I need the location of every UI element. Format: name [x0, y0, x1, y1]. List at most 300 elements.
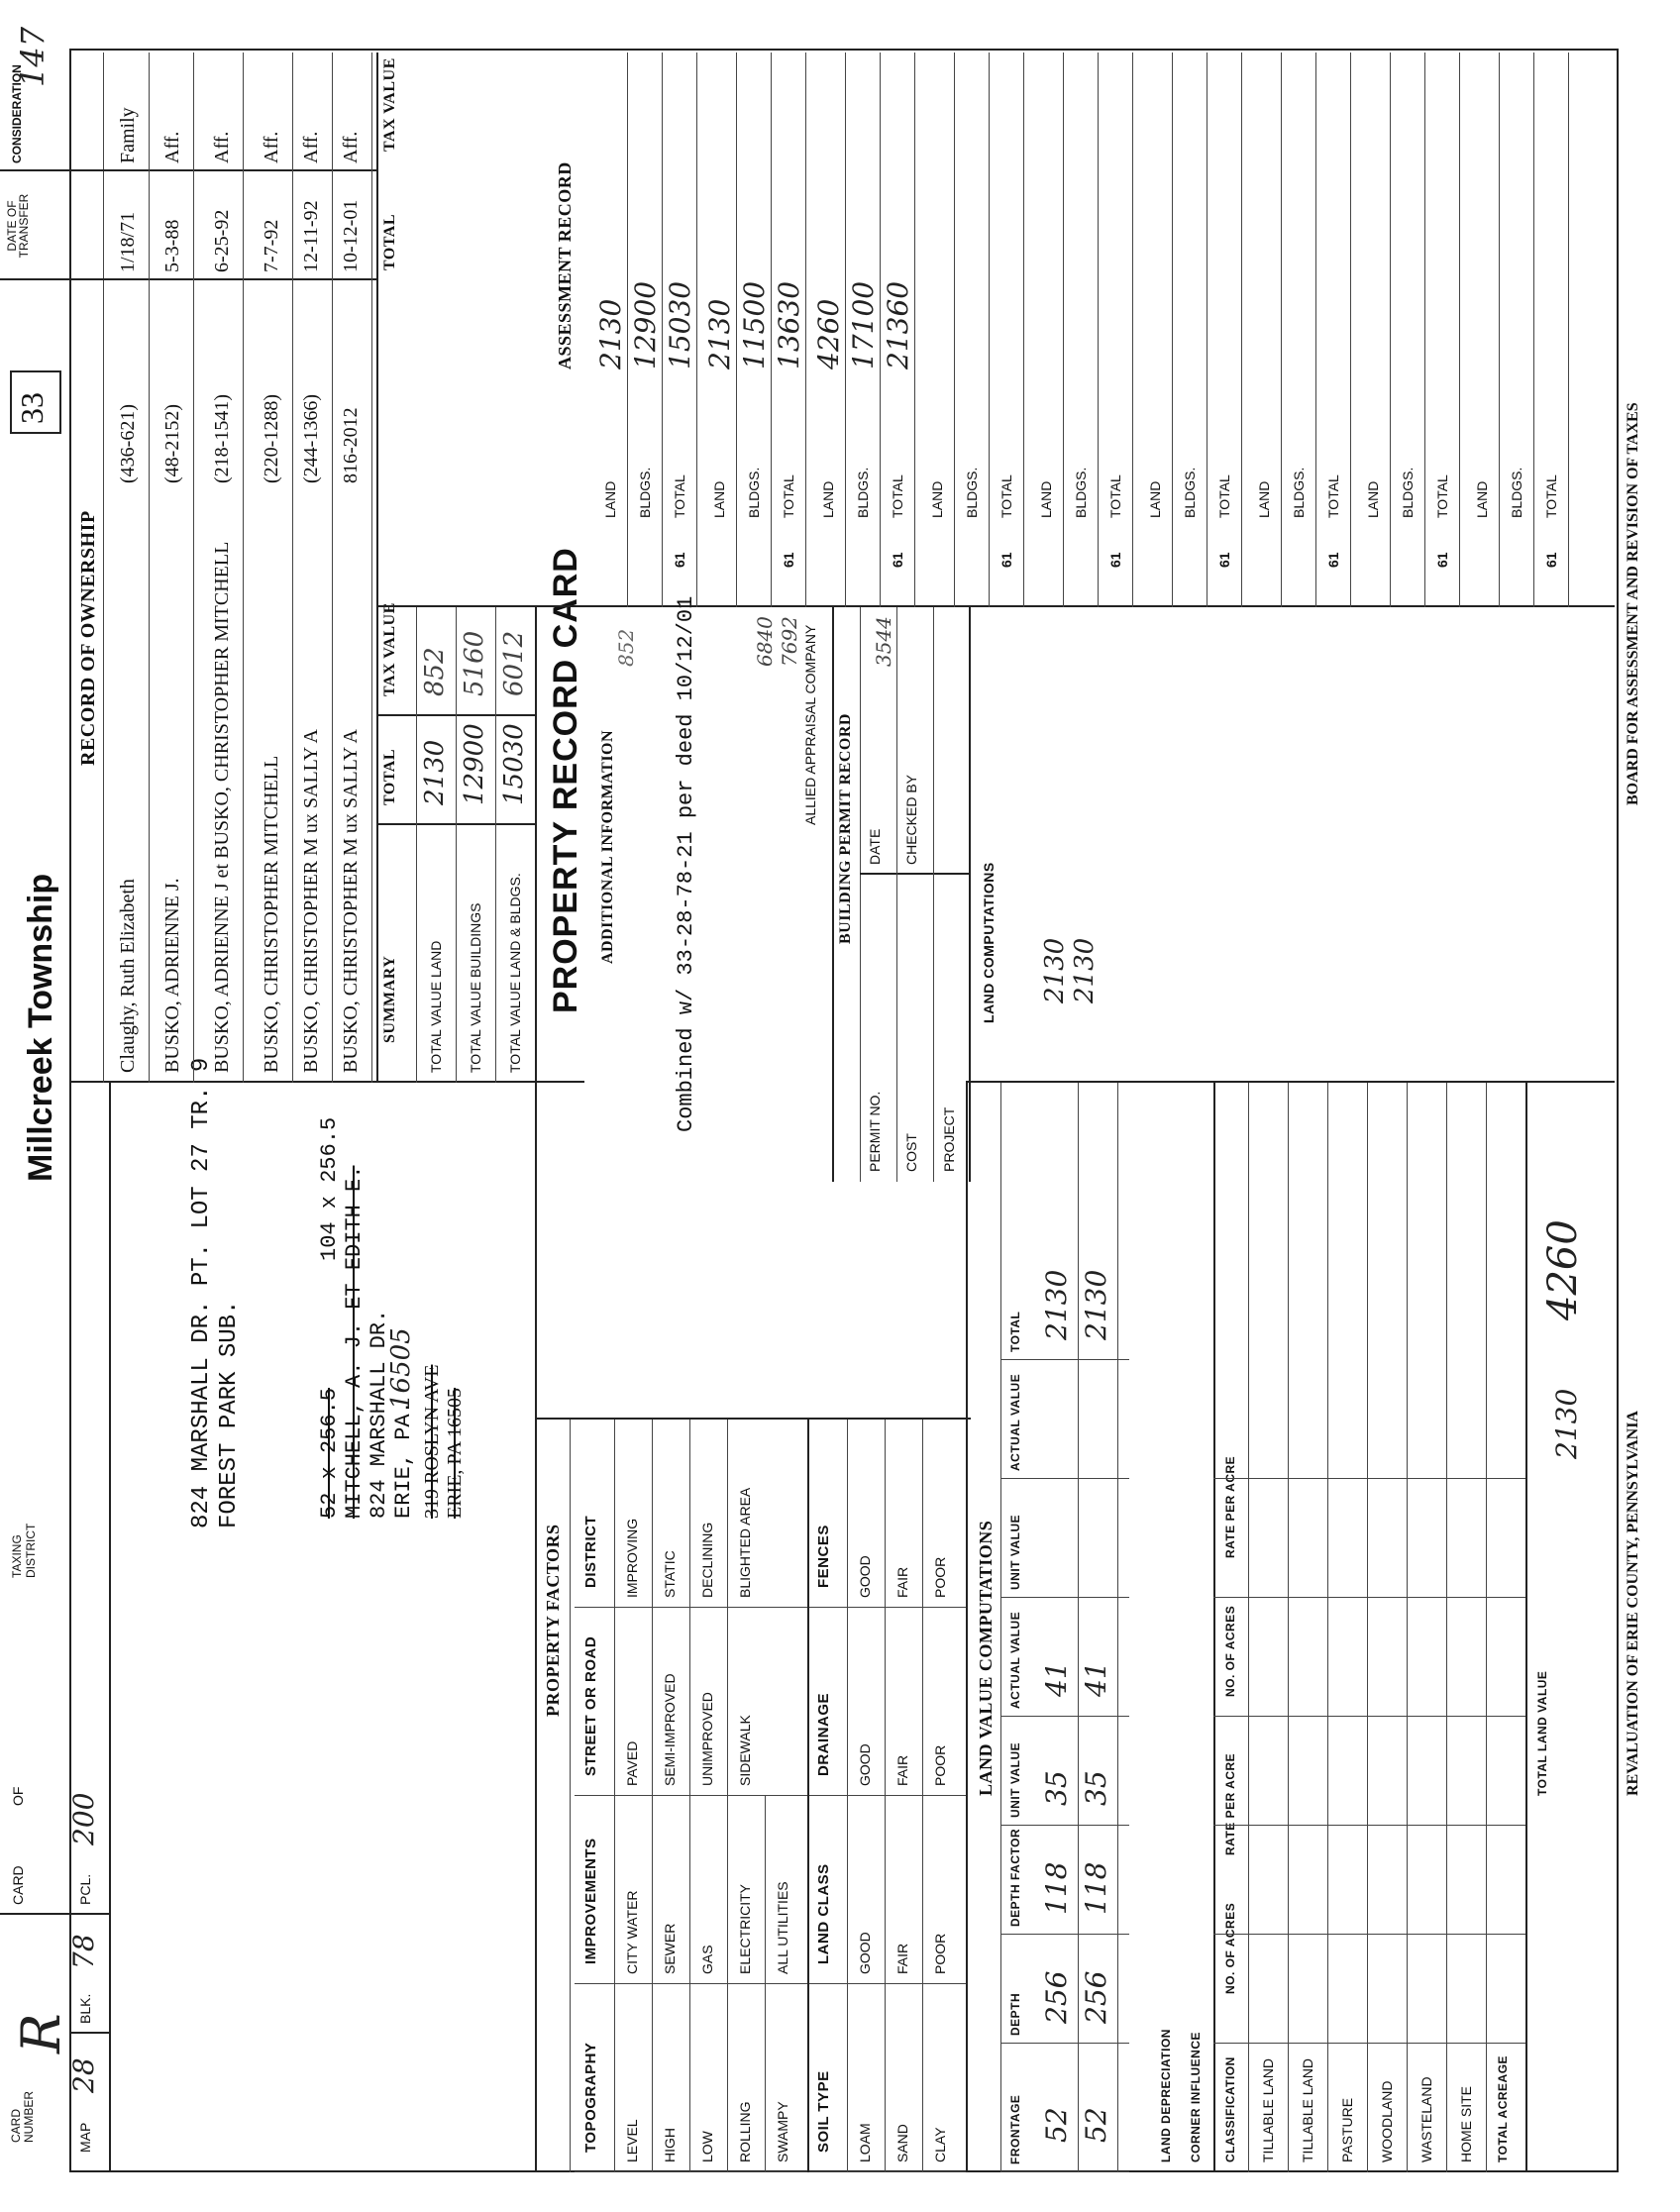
- divider: [1213, 1083, 1215, 2172]
- factor-item: BLIGHTED AREA: [737, 1487, 753, 1598]
- legal-description-line1: 824 MARSHALL DR. PT. LOT 27 TR. 9: [188, 1057, 215, 1528]
- grand-total: 4260: [1540, 1219, 1586, 1320]
- assessment-line: [880, 53, 881, 607]
- owner-name: Claughy, Ruth Elizabeth: [117, 879, 139, 1073]
- divider: [1000, 1478, 1129, 1479]
- combined-note: Combined w/ 33-28-78-21 per deed 10/12/01: [674, 595, 698, 1132]
- divider: [1288, 1083, 1289, 2172]
- divider: [807, 1420, 809, 2172]
- assessment-line: [1424, 53, 1425, 607]
- divider: [1327, 1083, 1328, 2172]
- ownership-row-line: [193, 53, 194, 1083]
- divider: [1213, 1478, 1525, 1479]
- factor-item: SEWER: [662, 1923, 678, 1974]
- factor-item: UNIMPROVED: [699, 1692, 715, 1786]
- class-item: WASTELAND: [1418, 2076, 1434, 2162]
- depth: 256: [1080, 1970, 1112, 2024]
- summary-label: TOTAL VALUE BUILDINGS: [468, 902, 483, 1073]
- consideration: Aff.: [211, 131, 233, 163]
- divider: [885, 1420, 886, 1608]
- owner-name: BUSKO, ADRIENNE J.: [161, 878, 183, 1073]
- allied-appraisal: ALLIED APPRAISAL COMPANY: [802, 624, 818, 825]
- divider: [1078, 1083, 1079, 2172]
- owner-book: (218-1541): [211, 394, 233, 483]
- actual-value: 41: [1040, 1661, 1073, 1697]
- handnote-3: 7692: [778, 616, 801, 667]
- divider: [969, 607, 971, 1182]
- old-address-line1: 319 ROSLYN AVE: [421, 1364, 443, 1519]
- assessment-bldgs-label: BLDGS.: [1073, 467, 1089, 518]
- divider: [575, 1983, 807, 1984]
- divider: [922, 1984, 923, 2172]
- summary-label: TOTAL VALUE LAND & BLDGS.: [507, 873, 523, 1073]
- factor-item: FAIR: [894, 1754, 910, 1786]
- assessment-value: 11500: [738, 280, 771, 369]
- assessment-value: 15030: [664, 280, 696, 369]
- factor-item: POOR: [932, 1933, 948, 1974]
- factor-heading: TOPOGRAPHY: [582, 2042, 599, 2153]
- assessment-line: [1207, 53, 1208, 607]
- assessment-land-label: LAND: [602, 480, 618, 518]
- divider: [652, 1796, 653, 1984]
- land-depreciation-label: LAND DEPRECIATION: [1159, 2029, 1173, 2162]
- assessment-year: 61: [672, 552, 687, 568]
- assessment-value: 12900: [629, 280, 662, 369]
- land-col-header: DEPTH FACTOR: [1008, 1828, 1022, 1927]
- consideration: Aff.: [161, 131, 183, 163]
- factor-item: SIDEWALK: [737, 1715, 753, 1786]
- assessment-total-label: TOTAL: [1543, 474, 1559, 518]
- factor-item: ALL UTILITIES: [775, 1881, 790, 1974]
- assessment-line: [1063, 53, 1064, 607]
- factor-item: POOR: [932, 1556, 948, 1598]
- assessment-year: 61: [1216, 552, 1232, 568]
- divider: [885, 1608, 886, 1796]
- assessment-line: [627, 53, 628, 607]
- assessment-total-label: TOTAL: [1325, 474, 1341, 518]
- divider: [69, 1081, 584, 1083]
- divider: [689, 1984, 690, 2172]
- factor-item: PAVED: [624, 1740, 640, 1786]
- assessment-year: 61: [1107, 552, 1123, 568]
- row-total: 2130: [1080, 1269, 1112, 1340]
- old-dimensions: 52 x 256.5: [317, 1387, 342, 1519]
- ownership-row-line: [332, 53, 333, 1083]
- factor-item: HIGH: [662, 2128, 678, 2162]
- assessment-line: [696, 53, 697, 607]
- total-land-value-label: TOTAL LAND VALUE: [1535, 1670, 1549, 1796]
- divider: [652, 1420, 653, 1608]
- divider: [847, 1984, 848, 2172]
- divider: [69, 2032, 109, 2034]
- assessment-year: 61: [890, 552, 905, 568]
- page-number: 147: [14, 26, 52, 87]
- no-acres-label: NO. OF ACRES: [1223, 1902, 1237, 1994]
- transfer-date: 10-12-01: [340, 199, 362, 272]
- assessment-land-label: LAND: [1474, 480, 1490, 518]
- summary-title: SUMMARY: [381, 955, 398, 1043]
- assessment-bldgs-label: BLDGS.: [1400, 467, 1416, 518]
- assessment-line: [805, 53, 806, 607]
- factor-item: LOW: [699, 2131, 715, 2162]
- footer-right: BOARD FOR ASSESSMENT AND REVISION OF TAXES: [1625, 402, 1641, 805]
- divider: [847, 1608, 848, 1796]
- assessment-line: [1023, 53, 1024, 607]
- divider: [1000, 2171, 1129, 2172]
- summary-tax: 6012: [499, 630, 529, 696]
- factor-heading: DISTRICT: [582, 1515, 599, 1588]
- assessment-total-label: TOTAL: [998, 474, 1014, 518]
- divider: [1000, 1934, 1129, 1935]
- divider: [1486, 1083, 1487, 2172]
- divider: [765, 1796, 766, 1984]
- pcl-value: 200: [67, 1792, 100, 1845]
- summary-total2-label: TOTAL: [381, 213, 398, 270]
- divider: [860, 607, 861, 1182]
- rate-acre-label: RATE PER ACRE: [1223, 1752, 1237, 1855]
- factor-heading: DRAINAGE: [815, 1692, 832, 1776]
- assessment-value: 21360: [882, 280, 914, 369]
- factor-item: ELECTRICITY: [737, 1883, 753, 1974]
- assessment-line: [1172, 53, 1173, 607]
- right-total-2: 2130: [1070, 937, 1100, 1003]
- divider: [1213, 1716, 1525, 1717]
- divider: [575, 1607, 807, 1608]
- land-col-header: ACTUAL VALUE: [1008, 1373, 1022, 1471]
- summary-tax2-label: TAX VALUE: [381, 57, 398, 152]
- divider: [922, 1796, 923, 1984]
- divider: [103, 53, 104, 1083]
- factor-item: STATIC: [662, 1550, 678, 1598]
- factor-item: GOOD: [857, 1932, 873, 1974]
- map-label: MAP: [77, 2122, 93, 2153]
- consideration: Aff.: [261, 131, 282, 163]
- divider: [614, 1984, 615, 2172]
- consideration: Family: [117, 107, 139, 163]
- permit-date-label: DATE: [867, 828, 883, 865]
- card-number-value: R: [10, 2013, 72, 2054]
- ownership-row-line: [371, 53, 372, 1083]
- divider: [109, 1083, 111, 2172]
- summary-tax-label: TAX VALUE: [381, 602, 398, 696]
- handnote-4: 3544: [872, 616, 895, 667]
- assessment-line: [1350, 53, 1351, 607]
- land-computations-label: LAND COMPUTATIONS: [981, 862, 997, 1023]
- factor-item: GAS: [699, 1945, 715, 1974]
- divider: [847, 1796, 848, 1984]
- divider: [1213, 1825, 1525, 1826]
- factor-heading: FENCES: [815, 1525, 832, 1588]
- divider: [1000, 1597, 1129, 1598]
- owner-name: BUSKO, CHRISTOPHER M ux SALLY A: [300, 729, 322, 1073]
- assessment-bldgs-label: BLDGS.: [1182, 467, 1198, 518]
- transfer-date: 7-7-92: [261, 219, 282, 272]
- factor-item: FAIR: [894, 1943, 910, 1974]
- assessment-line: [736, 53, 737, 607]
- assessment-total-label: TOTAL: [781, 474, 796, 518]
- divider: [765, 1984, 766, 2172]
- assessment-line: [954, 53, 955, 607]
- right-total-1: 2130: [1040, 937, 1070, 1003]
- divider: [1117, 1083, 1118, 2172]
- ownership-title: RECORD OF OWNERSHIP: [77, 510, 99, 766]
- divider: [689, 1796, 690, 1984]
- land-col-header: FRONTAGE: [1008, 2094, 1022, 2164]
- assessment-bldgs-label: BLDGS.: [855, 467, 871, 518]
- summary-row-line: [495, 607, 496, 1083]
- divider: [1000, 1716, 1129, 1717]
- factor-item: SWAMPY: [775, 2101, 790, 2162]
- factor-item: DECLINING: [699, 1522, 715, 1598]
- summary-tax: 5160: [460, 630, 489, 696]
- divider: [885, 1984, 886, 2172]
- total-acreage-label: TOTAL ACREAGE: [1496, 2054, 1510, 2162]
- factor-heading: IMPROVEMENTS: [582, 1838, 599, 1964]
- summary-total: 15030: [499, 723, 529, 805]
- divider: [933, 607, 934, 1182]
- divider: [860, 873, 969, 875]
- divider: [1000, 1359, 1129, 1360]
- land-col-header: UNIT VALUE: [1008, 1741, 1022, 1818]
- summary-row-line: [456, 607, 457, 1083]
- divider: [1213, 2043, 1525, 2044]
- divider: [1213, 1597, 1525, 1598]
- divider: [1000, 1083, 1001, 2172]
- record-card-title: PROPERTY RECORD CARD: [547, 547, 584, 1013]
- divider: [1407, 1083, 1408, 2172]
- of-label: OF: [10, 1786, 26, 1806]
- owner-book: (220-1288): [261, 394, 282, 483]
- divider: [727, 1420, 728, 1608]
- permit-cost-label: COST: [903, 1133, 919, 1172]
- land-value-title: LAND VALUE COMPUTATIONS: [976, 1520, 996, 1796]
- permit-no-label: PERMIT NO.: [867, 1091, 883, 1172]
- assessment-total-label: TOTAL: [890, 474, 905, 518]
- assessment-land-label: LAND: [1147, 480, 1163, 518]
- depth-factor: 118: [1040, 1861, 1073, 1915]
- assessment-title: ASSESSMENT RECORD: [555, 161, 575, 369]
- depth-factor: 118: [1080, 1861, 1112, 1915]
- divider: [535, 1083, 537, 2172]
- pcl-label: PCL.: [77, 1873, 93, 1905]
- township-name: Millcreek Township: [22, 873, 59, 1182]
- district-number: 33: [14, 392, 50, 424]
- divider: [1248, 1083, 1249, 2172]
- rate-acre-label-2: RATE PER ACRE: [1223, 1455, 1237, 1558]
- divider: [614, 1420, 615, 1608]
- assessment-total-label: TOTAL: [1434, 474, 1450, 518]
- divider: [575, 1795, 807, 1796]
- divider: [689, 1608, 690, 1796]
- assessment-bldgs-label: BLDGS.: [1509, 467, 1524, 518]
- total-land-value: 2130: [1550, 1388, 1583, 1459]
- classification-label: CLASSIFICATION: [1223, 2056, 1237, 2162]
- handnote-1: 852: [614, 628, 638, 667]
- summary-total-label: TOTAL: [381, 748, 398, 805]
- assessment-line: [1533, 53, 1534, 607]
- frontage: 52: [1080, 2107, 1112, 2143]
- additional-info-label: ADDITIONAL INFORMATION: [599, 729, 616, 964]
- divider: [727, 1796, 728, 1984]
- divider: [376, 605, 1615, 607]
- owner-address-line1: 824 MARSHALL DR.: [367, 1309, 391, 1519]
- corner-influence-label: CORNER INFLUENCE: [1189, 2031, 1203, 2162]
- assessment-year: 61: [998, 552, 1014, 568]
- assessment-line: [771, 53, 772, 607]
- divider: [966, 1083, 968, 2172]
- divider: [614, 1796, 615, 1984]
- divider: [1446, 1083, 1447, 2172]
- factor-item: GOOD: [857, 1743, 873, 1786]
- divider: [727, 1608, 728, 1796]
- factor-item: IMPROVING: [624, 1518, 640, 1598]
- factor-item: GOOD: [857, 1555, 873, 1598]
- assessment-line: [914, 53, 915, 607]
- owner-book: 816-2012: [340, 407, 362, 483]
- permit-title: BUILDING PERMIT RECORD: [837, 713, 854, 944]
- ownership-row-line: [292, 53, 293, 1083]
- class-item: PASTURE: [1339, 2097, 1355, 2162]
- divider: [1000, 2043, 1129, 2044]
- owner-book: (436-621): [117, 404, 139, 483]
- owner-name: BUSKO, CHRISTOPHER MITCHELL: [261, 755, 282, 1073]
- assessment-land-label: LAND: [1256, 480, 1272, 518]
- divider: [0, 169, 376, 171]
- assessment-bldgs-label: BLDGS.: [1291, 467, 1307, 518]
- divider: [652, 1608, 653, 1796]
- divider: [376, 53, 378, 1083]
- unit-value: 35: [1080, 1770, 1112, 1806]
- assessment-total-label: TOTAL: [1107, 474, 1123, 518]
- factor-item: CITY WATER: [624, 1890, 640, 1974]
- assessment-year: 61: [1325, 552, 1341, 568]
- factor-item: ROLLING: [737, 2101, 753, 2162]
- factor-item: FAIR: [894, 1566, 910, 1598]
- transfer-date: 5-3-88: [161, 219, 183, 272]
- frontage: 52: [1040, 2107, 1073, 2143]
- land-col-header: ACTUAL VALUE: [1008, 1611, 1022, 1709]
- class-item: TILLABLE LAND: [1300, 2057, 1315, 2162]
- owner-name: BUSKO, CHRISTOPHER M ux SALLY A: [340, 729, 362, 1073]
- consideration-label: CONSIDERATION: [10, 64, 24, 163]
- assessment-value: 2130: [594, 298, 627, 369]
- assessment-value: 17100: [847, 280, 880, 369]
- assessment-line: [1459, 53, 1460, 607]
- assessment-line: [1390, 53, 1391, 607]
- summary-label: TOTAL VALUE LAND: [428, 940, 444, 1073]
- class-item: HOME SITE: [1458, 2085, 1474, 2162]
- divider: [652, 1984, 653, 2172]
- assessment-bldgs-label: BLDGS.: [964, 467, 980, 518]
- owner-book: (48-2152): [161, 404, 183, 483]
- depth: 256: [1040, 1970, 1073, 2024]
- consideration: Aff.: [340, 131, 362, 163]
- divider: [1367, 1083, 1368, 2172]
- row-total: 2130: [1040, 1269, 1073, 1340]
- assessment-value: 13630: [773, 280, 805, 369]
- factor-item: LOAM: [857, 2123, 873, 2162]
- owner-name: BUSKO, ADRIENNE J et BUSKO, CHRISTOPHER MITCHELL: [211, 541, 233, 1073]
- summary-total: 12900: [460, 723, 489, 805]
- divider: [689, 1420, 690, 1608]
- factor-item: LEVEL: [624, 2119, 640, 2162]
- assessment-line: [1241, 53, 1242, 607]
- divider: [922, 1608, 923, 1796]
- unit-value: 35: [1040, 1770, 1073, 1806]
- divider: [1525, 1083, 1527, 2172]
- divider: [535, 1418, 971, 1420]
- divider: [885, 1796, 886, 1984]
- divider: [807, 2171, 966, 2172]
- divider: [727, 1984, 728, 2172]
- owner-book: (244-1366): [300, 394, 322, 483]
- divider: [575, 2171, 807, 2172]
- owner-zip: 16505: [386, 1327, 416, 1410]
- old-address-line2: ERIE, PA 16505: [444, 1387, 466, 1519]
- factor-item: POOR: [932, 1744, 948, 1786]
- permit-project-label: PROJECT: [941, 1106, 957, 1172]
- divider: [807, 1983, 966, 1984]
- class-item: TILLABLE LAND: [1260, 2057, 1276, 2162]
- divider: [896, 607, 897, 1182]
- divider: [535, 607, 537, 1083]
- assessment-land-label: LAND: [1038, 480, 1054, 518]
- actual-value: 41: [1080, 1661, 1112, 1697]
- blk-label: BLK.: [77, 1993, 93, 2024]
- assessment-year: 61: [781, 552, 796, 568]
- summary-tax: 852: [420, 647, 450, 696]
- assessment-line: [1315, 53, 1316, 607]
- factor-heading: STREET OR ROAD: [582, 1635, 599, 1776]
- class-item: WOODLAND: [1379, 2080, 1395, 2162]
- divider: [847, 1420, 848, 1608]
- consideration: Aff.: [300, 131, 322, 163]
- divider: [807, 1795, 966, 1796]
- divider: [1000, 1825, 1129, 1826]
- card-label: CARD: [10, 1865, 26, 1905]
- assessment-land-label: LAND: [711, 480, 727, 518]
- transfer-date: 12-11-92: [300, 200, 322, 272]
- former-owner: MITCHELL, A. J. ET EDITH E.: [342, 1165, 367, 1519]
- assessment-line: [1281, 53, 1282, 607]
- land-col-header: DEPTH: [1008, 1992, 1022, 2036]
- factor-heading: SOIL TYPE: [815, 2070, 832, 2153]
- land-col-header: TOTAL: [1008, 1311, 1022, 1352]
- permit-checked-label: CHECKED BY: [903, 774, 919, 865]
- factor-heading: LAND CLASS: [815, 1863, 832, 1964]
- legal-description-line2: FOREST PARK SUB.: [216, 1300, 243, 1528]
- ownership-row-line: [149, 53, 150, 1083]
- assessment-line: [845, 53, 846, 607]
- assessment-bldgs-label: BLDGS.: [746, 467, 762, 518]
- assessment-line: [662, 53, 663, 607]
- transfer-date: 1/18/71: [117, 211, 139, 272]
- divider: [570, 1420, 571, 2172]
- no-acres-label-2: NO. OF ACRES: [1223, 1605, 1237, 1697]
- land-col-header: UNIT VALUE: [1008, 1514, 1022, 1590]
- divider: [0, 1913, 109, 1915]
- divider: [922, 1420, 923, 1608]
- factor-item: SAND: [894, 2124, 910, 2162]
- card-number-label: CARD NUMBER: [9, 2090, 36, 2143]
- assessment-total-label: TOTAL: [672, 474, 687, 518]
- ownership-row-line: [243, 53, 244, 1083]
- factor-item: CLAY: [932, 2127, 948, 2162]
- summary-total: 2130: [420, 739, 450, 805]
- new-dimensions: 104 x 256.5: [317, 1116, 342, 1261]
- factor-item: SEMI-IMPROVED: [662, 1673, 678, 1786]
- assessment-line: [1499, 53, 1500, 607]
